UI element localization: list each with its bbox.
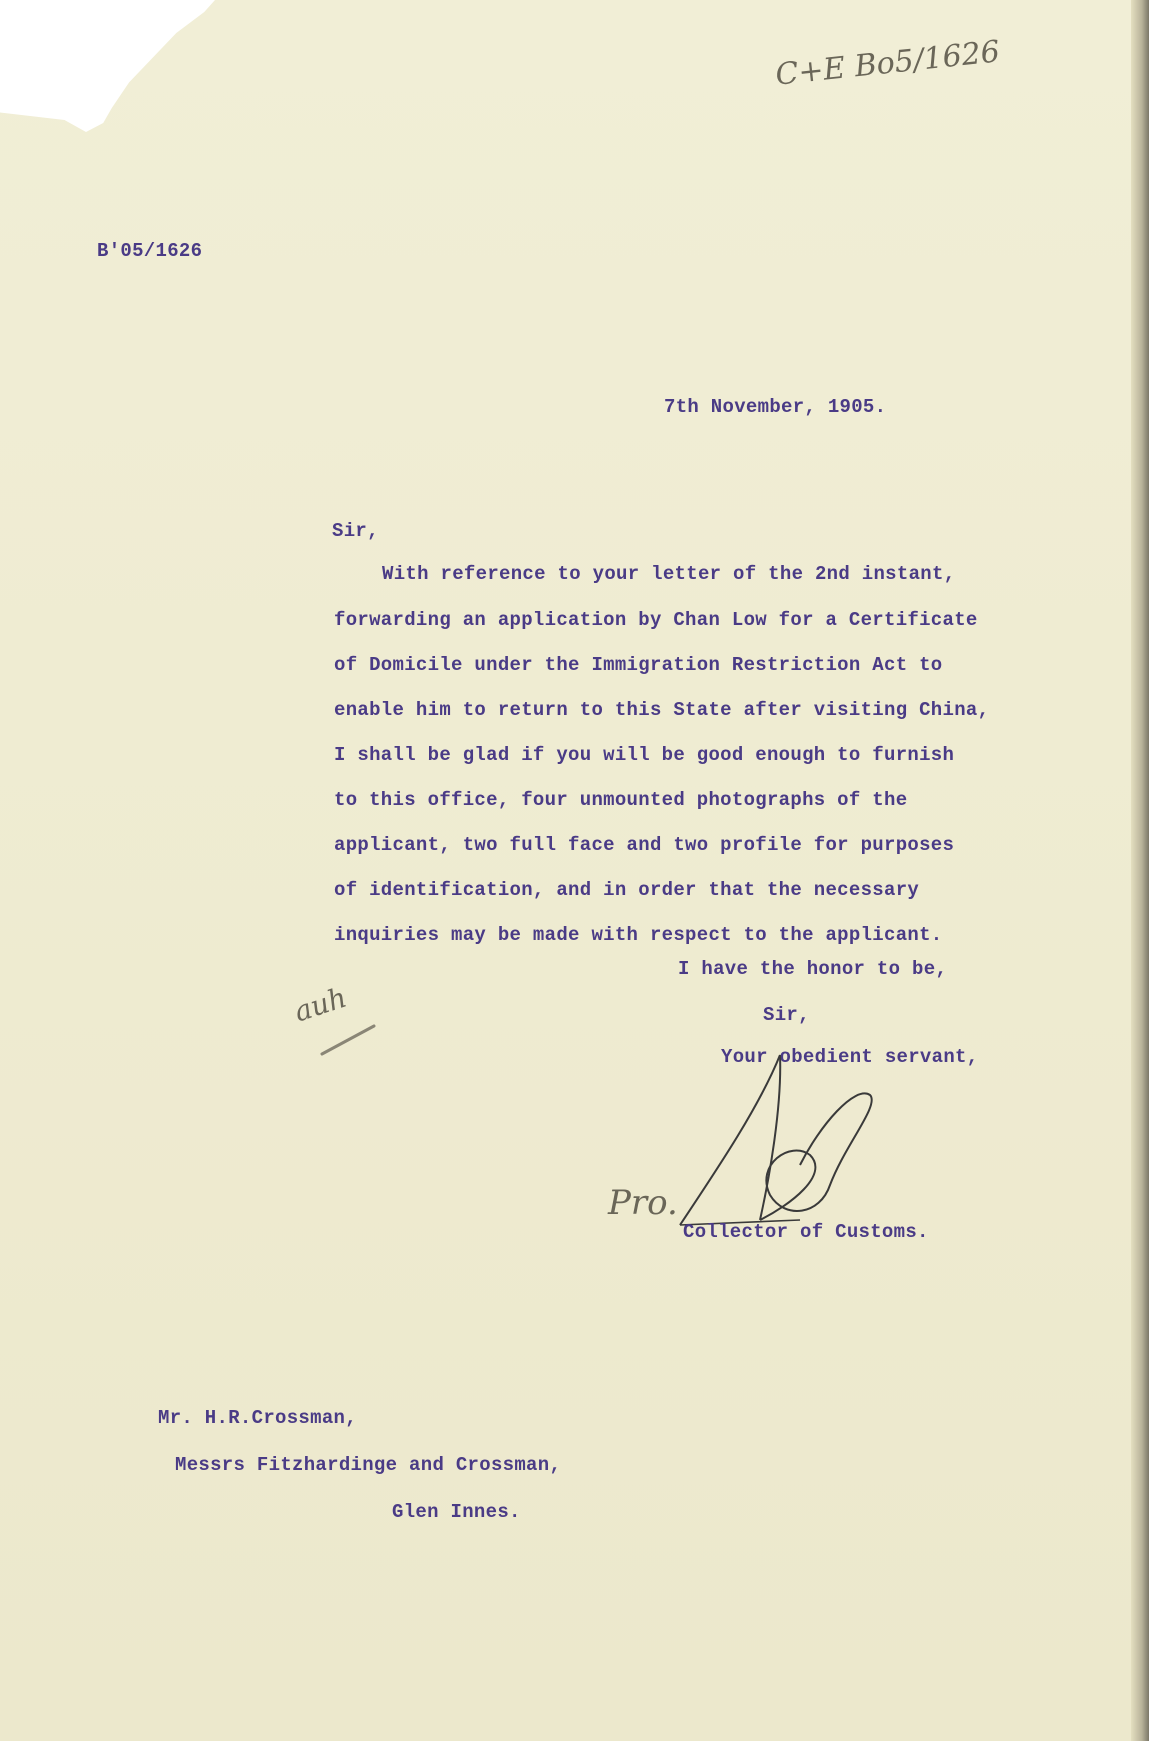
body-line: of Domicile under the Immigration Restriction Act to	[334, 654, 943, 676]
handwritten-initials: auh	[290, 980, 351, 1029]
closing-sir: Sir,	[763, 1004, 810, 1026]
body-line: With reference to your letter of the 2nd instant,	[382, 563, 956, 585]
address-name: Mr. H.R.Crossman,	[158, 1407, 357, 1429]
body-line: forwarding an application by Chan Low for a Certificate	[334, 609, 978, 631]
body-line: enable him to return to this State after visiting China,	[334, 699, 990, 721]
letter-date: 7th November, 1905.	[664, 396, 887, 418]
body-line: applicant, two full face and two profile for purposes	[334, 834, 955, 856]
body-line: to this office, four unmounted photographs of the	[334, 789, 908, 811]
torn-corner	[0, 0, 215, 150]
address-firm: Messrs Fitzhardinge and Crossman,	[175, 1454, 562, 1476]
closing-line: I have the honor to be,	[678, 958, 948, 980]
closing-servant: Your obedient servant,	[721, 1046, 979, 1068]
page-edge-shadow	[1131, 0, 1149, 1741]
body-line: I shall be glad if you will be good enough to furnish	[334, 744, 955, 766]
signature-mark	[660, 1045, 900, 1245]
handwritten-pro: Pro.	[608, 1183, 678, 1223]
pencil-stroke	[318, 1020, 378, 1060]
file-reference: B'05/1626	[97, 240, 203, 262]
signatory-title: Collector of Customs.	[683, 1221, 929, 1243]
body-line: inquiries may be made with respect to the applicant.	[334, 924, 943, 946]
salutation: Sir,	[332, 520, 379, 542]
address-place: Glen Innes.	[392, 1501, 521, 1523]
body-line: of identification, and in order that the necessary	[334, 879, 920, 901]
handwritten-reference: C+E Bo5/1626	[773, 34, 1002, 93]
